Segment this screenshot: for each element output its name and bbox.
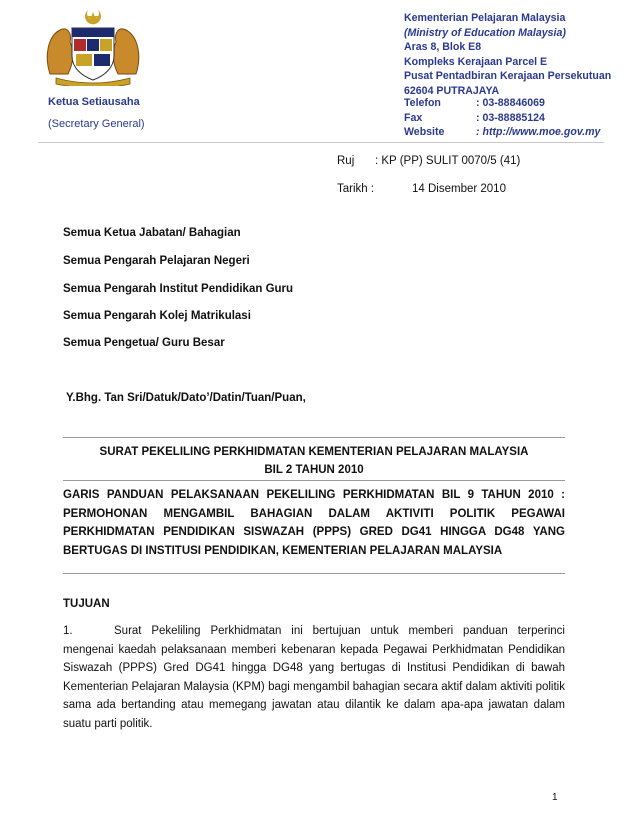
- coat-of-arms-logo: [38, 6, 148, 86]
- website-link[interactable]: : http://www.moe.gov.my: [476, 126, 601, 139]
- circular-title-line: BIL 2 TAHUN 2010: [264, 464, 364, 476]
- ruj-value: : KP (PP) SULIT 0070/5 (41): [375, 155, 521, 167]
- contact-label: Telefon: [404, 97, 441, 109]
- contact-block: [404, 96, 600, 140]
- left-tiger-icon: [47, 29, 73, 74]
- contact-label: Fax: [404, 111, 423, 124]
- ruj-label: Ruj: [337, 155, 355, 167]
- ministry-address-block: [404, 11, 611, 99]
- address-line: Kompleks Kerajaan Parcel E: [404, 55, 548, 68]
- page-number: 1: [552, 792, 558, 803]
- paragraph-text: Surat Pekeliling Perkhidmatan ini bertujuan untuk memberi panduan terperinci mengenai kaedah pelaksanaan memberi kebenaran kepada Pegawai Perkhidmatan Pendidikan Siswazah (PPPS) Gred DG41 hingga DG48 yang bertugas di Institusi Pendidikan di bawah Kementerian Pelajaran Malaysia (KPM) bagi mengambil bahagian secara aktif dalam aktiviti politik sama ada bertanding atau memegang jawatan atau dilantik ke dalam apa-apa jawatan dalam suatu parti politik.: [63, 625, 565, 730]
- office-block: [48, 91, 145, 135]
- addressee-line: Semua Pengarah Institut Pendidikan Guru: [63, 283, 294, 295]
- subject-heading: GARIS PANDUAN PELAKSANAAN PEKELILING PERKHIDMATAN BIL 9 TAHUN 2010 : PERMOHONAN MENGAMBIL BAHAGIAN DALAM AKTIVITI POLITIK PEGAWAI PERKHIDMATAN PENDIDIKAN SISWAZAH (PPPS) GRED DG41 HINGGA DG48 YANG BERTUGAS DI INSTITUSI PENDIDIKAN, KEMENTERIAN PELAJARAN MALAYSIA: [63, 489, 565, 557]
- letterhead-divider: [38, 142, 604, 143]
- subject-top-rule: [63, 480, 565, 481]
- ministry-name-en: (Ministry of Education Malaysia): [404, 26, 566, 39]
- tarikh-label: Tarikh :: [337, 183, 375, 195]
- addressee-line: Semua Pengarah Kolej Matrikulasi: [63, 310, 251, 322]
- contact-label: Website: [404, 126, 445, 139]
- circular-title-line: SURAT PEKELILING PERKHIDMATAN KEMENTERIAN PELAJARAN MALAYSIA: [99, 446, 529, 458]
- section-heading: TUJUAN: [63, 598, 110, 610]
- address-line: 62604 PUTRAJAYA: [404, 84, 500, 97]
- ministry-name: Kementerian Pelajaran Malaysia: [404, 12, 566, 24]
- tarikh-value: 14 Disember 2010: [412, 183, 506, 195]
- paragraph-1: [63, 622, 565, 734]
- subject-bottom-rule: [63, 573, 565, 574]
- title-top-rule: [63, 437, 565, 438]
- office-title: Ketua Setiausaha: [48, 96, 140, 108]
- contact-value: : 03-88885124: [476, 111, 545, 124]
- addressee-line: Semua Ketua Jabatan/ Bahagian: [63, 227, 241, 239]
- addressee-line: Semua Pengarah Pelajaran Negeri: [63, 255, 250, 267]
- paragraph-number: 1.: [63, 625, 73, 637]
- circular-title: [63, 443, 565, 479]
- addressee-line: Semua Pengetua/ Guru Besar: [63, 337, 225, 349]
- office-title-en: (Secretary General): [48, 118, 145, 130]
- address-line: Aras 8, Blok E8: [404, 41, 482, 54]
- contact-telefon: [404, 96, 600, 111]
- address-line: Pusat Pentadbiran Kerajaan Persekutuan: [404, 70, 612, 83]
- contact-fax: [404, 111, 600, 126]
- contact-value: : 03-88846069: [476, 97, 545, 109]
- contact-website: [404, 125, 600, 140]
- right-tiger-icon: [113, 29, 139, 74]
- salutation: Y.Bhg. Tan Sri/Datuk/Dato’/Datin/Tuan/Puan,: [66, 392, 306, 404]
